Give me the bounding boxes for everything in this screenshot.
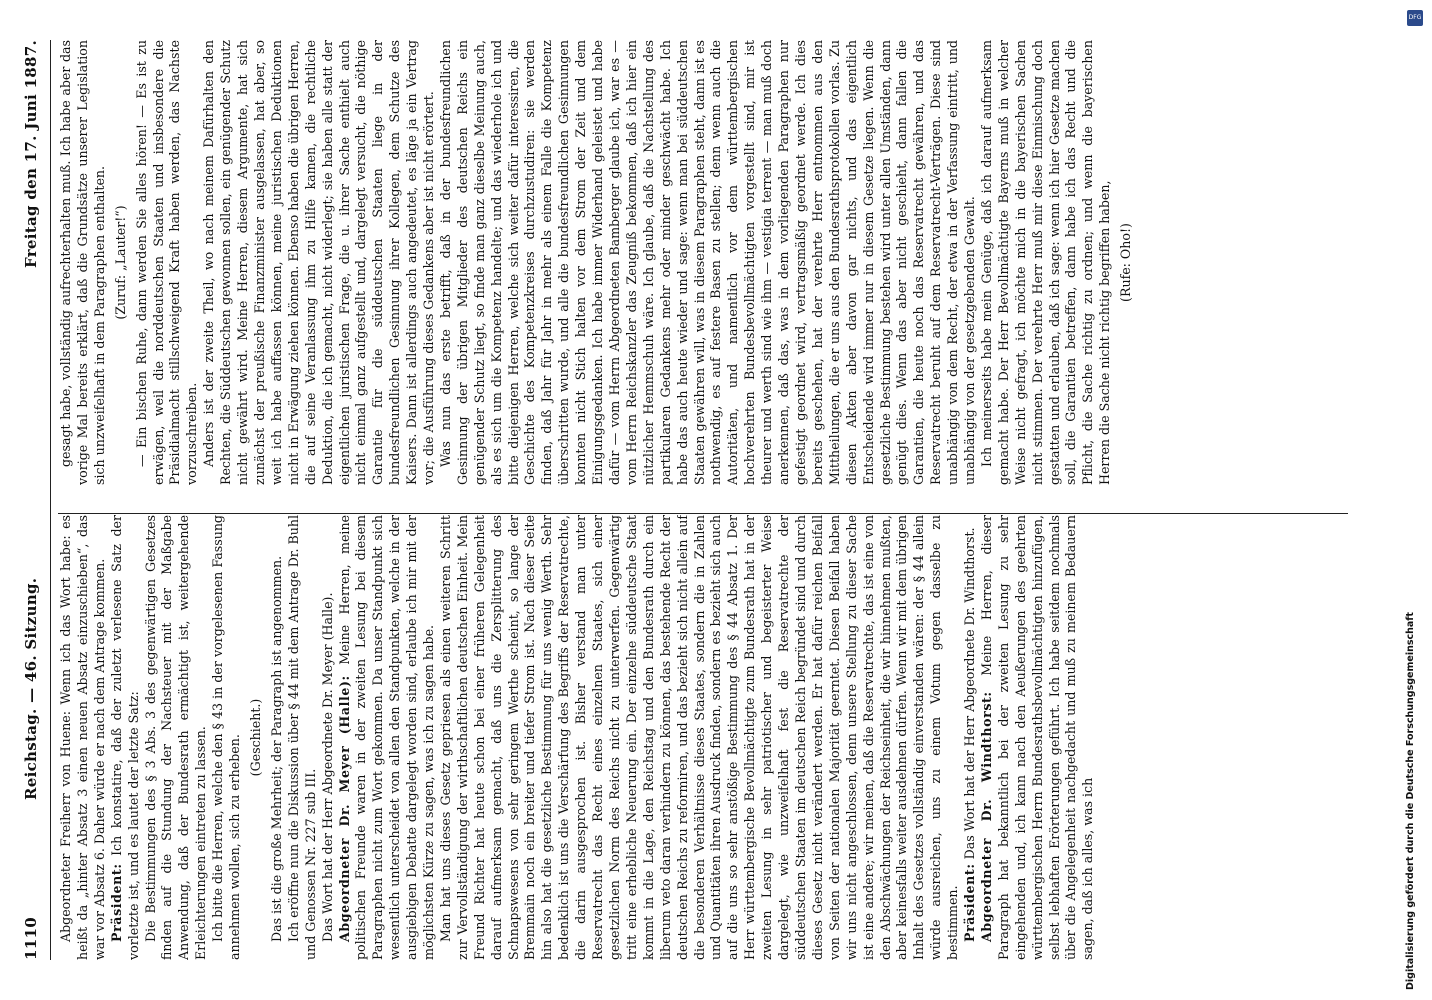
speech-text: Das Wort hat der Herr Abgeordnete Dr. Windthorst. bbox=[962, 527, 978, 864]
body-paragraph: Man hat uns dieses Gesetz gepriesen als einen weiteren Schritt zur Vervollständigung der wirthschaftlichen deutschen Einheit. Mein Freund Richter hat heute schon bei einer früheren Gelegenheit darauf aufmerksam gemacht, daß uns die Zersplitterung des Schnapswesens von sehr geringem Werthe scheint, so lange der Bremmain noch ein breiter und tiefer Strom ist. Nach dieser Seite hin also hat die gesetzliche Bestimmung für uns wenig Werth. Sehr bedenklich ist uns die Verschärfung des Begriffs der Reservatrechte, die darin ausgesprochen ist. Bisher verstand man unter Reservatrecht das Recht eines einzelnen Staates, sich einer gesetzlichen Norm des Reichs nicht zu unterwerfen. Gegenwärtig tritt eine erhebliche Neuerung ein. Der einzelne süddeutsche Staat kommt in die Lage, den Reichstag und den Bundesrath durch ein liberum veto daran verhindern zu können, das bestehende Recht der deutschen Reichs zu reformiren, und das bezieht sich nicht allein auf die besonderen Verhältnisse dieses Staates, sondern die in Zahlen und Quantitäten ihren Ausdruck finden, sondern es bezieht sich auch auf die uns so sehr anstößige Bestimmung des § 44 Absatz 1. Der Herr württembergische Bevollmächtigte zum Bundesrath hat in der zweiten Lesung in sehr patriotischer und begeisterter Weise dargelegt, wie unzweifelhaft fest die Reservatrechte der süddeutschen Staaten im deutschen Reich begründet sind und durch dieses Gesetz nicht verändert werden. Er hat dafür reichen Beifall von Seiten der nationalen Majorität geerntet. Diesen Beifall haben wir uns nicht angeschlossen, denn unsere Stellung zu dieser Sache ist eine andere; wir meinen, daß die Reservatrechte, das ist eine von den Abschwächungen der Reichseinheit, die wir hinnehmen mußten, aber keinesfalls weiter ausdehnen dürfen. Wenn wir mit dem übrigen Inhalt des Gesetzes vollständig einverstanden wären: der § 44 allein würde ausreichen, uns zu einem Votum gegen dasselbe zu bestimmen. bbox=[437, 515, 961, 960]
speech-paragraph bbox=[962, 515, 979, 960]
body-paragraph: gesagt habe, vollständig aufrechterhalten muß. Ich habe aber das vorige Mal bereits erklärt, daß die Grundsätze unserer Legislation sich unzweifelhaft in dem Paragraphen enthalten. bbox=[58, 40, 107, 485]
body-paragraph: Anders ist der zweite Theil, wo nach meinem Dafürhalten den Rechten, die Süddeutschen gewonnen sollen, ein genügender Schutz nicht gewährt wird. Meine Herren, diesem Argumente, hat sich zunächst der preußische Finanzminister ausgelassen, hat aber, so weit ich habe auffassen können, meine juristischen Deduktionen nicht in Erwägung ziehen können. Ebenso haben die übrigen Herren, die auf seine Veranlassung ihm zu Hilfe kamen, die rechtliche Deduktion, die ich gemacht, nicht widerlegt; sie haben alle statt der eigentlichen juristischen Frage, die u. ihrer Sache enthielt auch nicht einmal ganz aufgestellt und, dargelegt versucht, die nöthige Garantie für die süddeutschen Staaten liege in der bundesfreundlichen Gesinnung ihrer Kollegen, dem Schutze des Kaisers. Dann ist allerdings auch angedeutet, es läge ja ein Vertrag vor; die Ausführung dieses Gedankens aber ist nicht erörtert. bbox=[201, 40, 437, 485]
speaker-name: Präsident: bbox=[108, 863, 124, 942]
body-paragraph: Ich eröffne nun die Diskussion über § 44 mit dem Antrage Dr. Buhl und Genossen Nr. 227 sub III. bbox=[285, 515, 318, 960]
speaker-name: Abgeordneter Dr. Windthorst: bbox=[978, 691, 994, 942]
body-paragraph: Ich bitte die Herren, welche den § 43 in der vorgelesenen Fassung annehmen wollen, sich zu erheben. bbox=[210, 515, 243, 960]
body-paragraph: Das ist die große Mehrheit; der Paragraph ist angenommen. bbox=[268, 555, 284, 942]
column-rule bbox=[58, 513, 1348, 514]
right-column bbox=[58, 40, 1358, 485]
speech-paragraph bbox=[337, 515, 438, 960]
body-paragraph: Ich meinerseits habe mein Genüge, daß ich darauf aufmerksam gemacht habe. Der Herr Bevollmächtigte Bayerns muß in welcher Weise nicht gefragt, ich möchte mich in die bayerischen Sachen nicht stimmen. Der verehrte Herr muß mir diese Einmischung doch gestatten und erlauben, daß ich sage: wenn ich hier Gesetze machen soll, die Garantien betreffen, dann habe ich das Recht und die Pflicht, die Sache richtig zu ordnen; und wenn die bayerischen Herren die Sache nicht richtig begriffen haben, bbox=[978, 40, 1113, 485]
stage-direction: (Geschieht.) bbox=[247, 698, 263, 777]
header-rule bbox=[50, 40, 51, 960]
body-paragraph: — Ein bischen Ruhe, dann werden Sie alles hören! — Es ist zu erwägen, weil die norddeutschen Staaten und insbesondere die Präsidialmacht stillschweigend Kraft haben werden, das Nachste vorzuschreiben. bbox=[133, 40, 200, 485]
speech-text: Meine Herren, meine politischen Freunde waren in der zweiten Lesung bei diesem Paragraphen nicht zum Wort gekommen. Da unser Standpunkt sich wesentlich unterscheidet von allen den Standpunkten, welche in der ausgiebigen Debatte dargelegt worden sind, erlaube ich mir mit der möglichsten Kürze zu sagen, was ich zu sagen habe. bbox=[336, 515, 437, 960]
body-paragraph: Was nun das erste betrifft, daß in der bundesfreundlichen Gesinnung der übrigen Mitglieder des deutschen Reichs ein genügender Schutz liegt, so finde man ganz dieselbe Meinung auch, als es sich um die Kompetenz handelte; und das wiederhole ich und bitte diejenigen Herren, welche sich weiter dafür interessiren, die Geschichte des Kompetenzkreises durchzustudiren: sie werden finden, daß Jahr für Jahr in mehr als einem Falle die Kompetenz überschritten wurde, und alle die bundesfreundlichen Gesinnungen konnten nicht Stich halten vor dem Strom der Zeit und dem Einigungsgedanken. Ich habe immer Widerhand geleistet und habe dafür — vom Herrn Abgeordneten Bamberger glaube ich, war es — vom Herrn Reichskanzler das Zeugniß bekommen, daß ich hier ein nützlicher Hemmschuh wäre. Ich glaube, daß die Nachstellung des partikularen Gedankens mehr oder minder geschwächt habe. Ich habe das auch heute wieder und sage: wenn man bei süddeutschen Staaten gewähren will, was in diesem Paragraphen steht, dann ist es nothwendig, es auf festere Basen zu stellen; denn wenn auch die Autoritäten, und namentlich vor dem württembergischen hochverehrten Bundesbevollmächtigten vorgestellt sind, mir ist theurer und werth sind wie ihm — vestigia terrent — man muß doch anerkennen, daß das, was in dem vorliegenden Paragraphen nur gefestigt geordnet wird, vertragsmäßig geordnet werde. Ich dies bereits geschehen, hat der verehrte Herr entnommen aus den Mittheilungen, die er uns aus den Bundesrathsprotokollen vorlas. Zu diesen Akten aber davon gar nichts, und das eigentlich Entscheidende wird immer nur in diesem Gesetze liegen. Wenn die gesetzliche Bestimmung bestehen wird unter allen Umständen, dann genügt dies. Wenn das aber nicht geschieht, dann fallen die Garantien, die heute noch das Reservatrecht gewähren, und das Reservatrecht beruht auf dem Reservatrecht-Verträgen. Diese sind unabhängig von dem Recht, der etwa in der Verfassung eintritt, und unabhängig von der gesetzgebenden Gewalt. bbox=[437, 40, 978, 485]
body-paragraph: Abgeordneter Freiherr von Huene: Wenn ich das Wort habe: es heißt da „hinter Absatz 3 einen neuen Absatz einzuschieben“, das war vor Absatz 6. Daher würde er nach dem Antrage kommen. bbox=[58, 515, 107, 960]
session-title: Reichstag. — 46. Sitzung. bbox=[22, 577, 40, 800]
stage-direction: (Zuruf: „Lauter!“) bbox=[112, 205, 128, 320]
body-paragraph: Das Wort hat der Herr Abgeordnete Dr. Meyer (Halle). bbox=[319, 592, 335, 942]
speech-text: Ich konstatire, daß der zuletzt verlesene Satz der vorletzte ist, und es lautet der letzte Satz: bbox=[108, 515, 141, 960]
speech-text: Meine Herren, dieser Paragraph hat bekanntlich bei der zweiten Lesung zu sehr eingehenden und, ich kann nach den Aeußerungen des geehrten württembergischen Herrn Bundesrathsbevollmächtigten hinzufügen, selbst lebhaften Erörterungen geführt. Ich habe seitdem nochmals über die Angelegenheit nachgedacht und muß zu meinem Bedauern sagen, daß ich alles, was ich bbox=[978, 515, 1096, 960]
running-head bbox=[22, 40, 46, 960]
session-date: Freitag den 17. Juni 1887. bbox=[22, 40, 40, 268]
page-number: 1110 bbox=[22, 917, 40, 960]
speaker-name: Präsident: bbox=[962, 863, 978, 942]
digitization-stamp bbox=[1405, 10, 1425, 990]
speaker-name: Abgeordneter Dr. Meyer (Halle): bbox=[336, 675, 352, 942]
digitization-credit: Digitalisierung gefördert durch die Deutsche Forschungsgemeinschaft bbox=[1405, 612, 1416, 990]
left-column bbox=[58, 515, 1358, 960]
speech-paragraph bbox=[109, 515, 143, 960]
dfg-logo: DFG bbox=[1407, 10, 1423, 26]
speech-paragraph bbox=[979, 515, 1097, 960]
body-paragraph: Die Bestimmungen des § 3 Abs. 3 des gegenwärtigen Gesetzes finden auf die Stundung der Nachsteuer mit der Maßgabe Anwendung, daß der Bundesrath ermächtigt ist, weitergehende Erleichterungen eintreten zu lassen. bbox=[142, 515, 209, 960]
stage-direction: (Rufe: Oho!) bbox=[1118, 223, 1134, 302]
